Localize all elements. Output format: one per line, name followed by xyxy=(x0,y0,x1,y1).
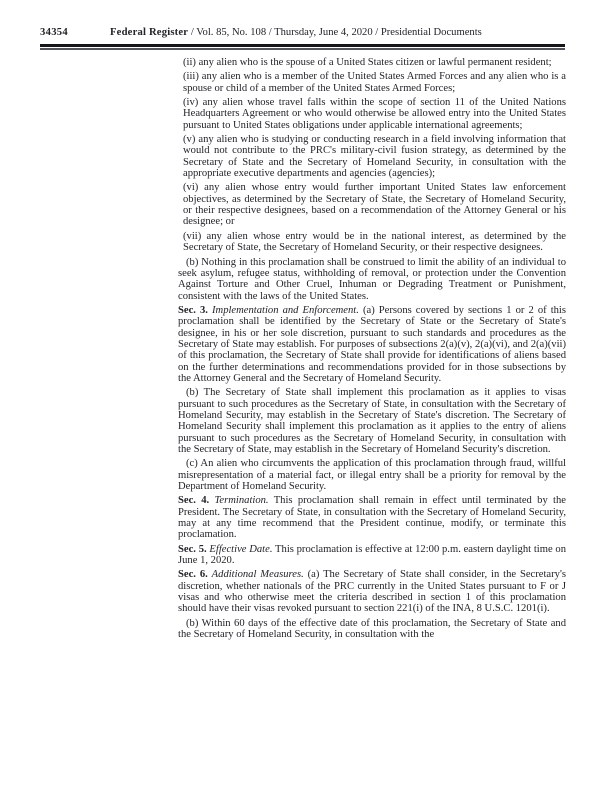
text-run: (a) Persons covered by sections 1 or 2 of this proclamation shall be identified by the Secretary of State or the Secretary of State's designee, in his or her sole discretion, pursuant to such standards and procedures as the Secretary of State may establish. For purposes of subsections 2(a)(v), 2(a)(vi), and 2(a)(vii) of this proclamation, the Secretary of State shall provide for identifications of aliens based on the further determinations and recommendations provided for in those subsections by the Attorney General and the Secretary of Homeland Security. xyxy=(178,304,567,384)
text-run: (b) Nothing in this proclamation shall be construed to limit the ability of an individual to seek asylum, refugee status, withholding of removal, or protection under the Convention Against Torture and Other Cruel, Inhuman or Degrading Treatment or Punishment, consistent with the laws of the United States. xyxy=(178,256,566,302)
paragraph xyxy=(178,57,566,68)
text-run: (a) The Secretary of State shall consider, in the Secretary's discretion, whether nationals of the PRC currently in the United States pursuant to F or J visas and who otherwise meet the criteria described in section 1 of this proclamation should have their visas revoked pursuant to section 221(i) of the INA, 8 U.S.C. 1201(i). xyxy=(178,569,566,615)
paragraph xyxy=(178,458,566,492)
paragraph xyxy=(178,97,566,131)
text-run: (vii) any alien whose entry would be in the national interest, as determined by the Secretary of State, the Secretary of Homeland Security, or their respective designees. xyxy=(183,230,566,254)
header-rule-bottom-line xyxy=(40,48,565,50)
journal-name: Federal Register xyxy=(110,27,189,38)
paragraph xyxy=(178,182,566,227)
paragraph xyxy=(178,387,566,455)
page-header xyxy=(40,27,565,41)
text-run: Sec. 3. xyxy=(178,304,208,316)
paragraph xyxy=(178,618,566,641)
paragraph xyxy=(178,257,566,302)
text-run: This proclamation shall remain in effect until terminated by the President. The Secretary of State, in consultation with the Secretary of Homeland Security, may at any time recommend that the President continue, modify, or terminate this proclamation. xyxy=(178,495,566,541)
text-run: This proclamation is effective at 12:00 p.m. eastern daylight time on June 1, 2020. xyxy=(178,543,566,567)
text-run: Effective Date. xyxy=(209,543,273,555)
text-run: (iii) any alien who is a member of the United States Armed Forces and any alien who is a spouse or child of a member of the United States Armed Forces; xyxy=(183,71,566,94)
text-run: Sec. 5. xyxy=(178,543,207,555)
paragraph xyxy=(178,569,566,614)
header-title xyxy=(110,27,482,38)
text-run: (v) any alien who is studying or conducting research in a field involving information that would not contribute to the PRC's military-civil fusion strategy, as determined by the Secretary of State and the Secretary of Homeland Security, in consultation with the appropriate executive departments and agencies (agencies); xyxy=(183,134,566,180)
text-run: Termination. xyxy=(214,495,269,507)
text-run: Sec. 4. xyxy=(178,495,210,507)
paragraph xyxy=(178,71,566,94)
paragraph xyxy=(178,231,566,254)
text-run: Additional Measures. xyxy=(211,569,304,581)
paragraph xyxy=(178,134,566,179)
text-run: Sec. 6. xyxy=(178,569,208,581)
paragraph xyxy=(178,495,566,540)
text-run: (b) The Secretary of State shall implement this proclamation as it applies to visas pursuant to such procedures as the Secretary of State, in consultation with the Secretary of Homeland Security, may establish in the Secretary of State's discretion. The Secretary of Homeland Security shall implement this proclamation as it applies to the entry of aliens pursuant to such procedures as the Secretary of Homeland Security, in consultation with the Secretary of State, may establish in the Secretary of Homeland Security's discretion. xyxy=(178,387,566,455)
text-run: (vi) any alien whose entry would further important United States law enforcement objectives, as determined by the Secretary of State, the Secretary of Homeland Security, or their respective designees, based on a recommendation of the Attorney General or his designee; or xyxy=(183,182,566,228)
text-run: (iv) any alien whose travel falls within the scope of section 11 of the United Nations Headquarters Agreement or who would otherwise be allowed entry into the United States pursuant to United States obligations under applicable international agreements; xyxy=(183,97,566,131)
header-citation: / Vol. 85, No. 108 / Thursday, June 4, 2020 / Presidential Documents xyxy=(188,27,482,38)
page-number: 34354 xyxy=(40,27,68,38)
header-rule xyxy=(40,44,565,50)
text-run: (b) Within 60 days of the effective date of this proclamation, the Secretary of State and the Secretary of Homeland Security, in consultation with the xyxy=(178,617,566,641)
header-rule-top-line xyxy=(40,44,565,47)
text-run: (c) An alien who circumvents the application of this proclamation through fraud, willful misrepresentation of a material fact, or illegal entry shall be a priority for removal by the Department of Homeland Security. xyxy=(178,458,566,493)
document-body xyxy=(178,57,566,641)
paragraph xyxy=(178,544,566,567)
text-run: Implementation and Enforcement. xyxy=(212,304,359,316)
paragraph xyxy=(178,305,566,384)
text-run: (ii) any alien who is the spouse of a United States citizen or lawful permanent resident; xyxy=(183,57,552,68)
